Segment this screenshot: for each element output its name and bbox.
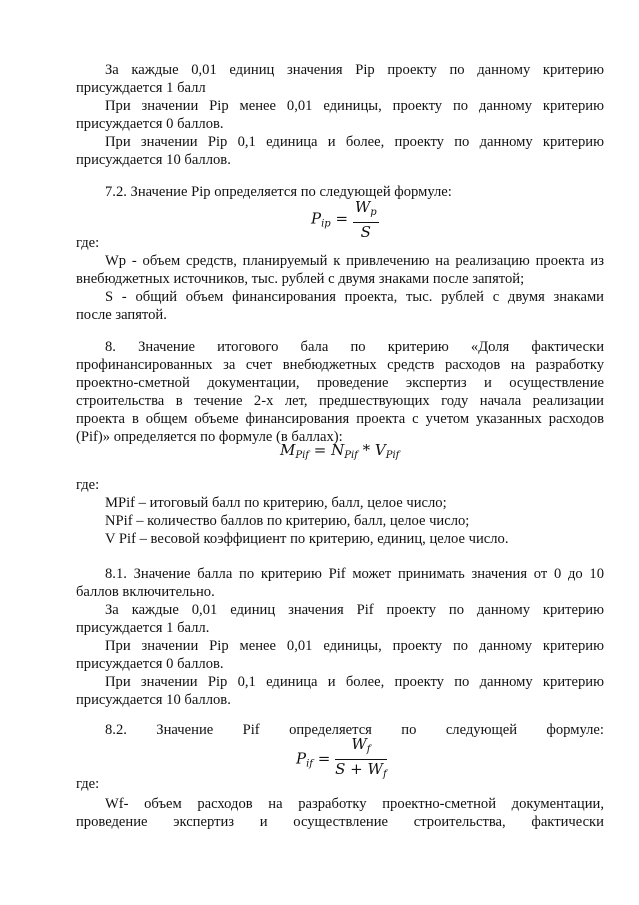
text-line: где: [76,235,100,251]
word: определяется [289,722,372,738]
word: проведение [76,814,148,830]
text-line: присуждается 0 баллов. [76,656,224,672]
text-line: Wf- объем расходов на разработку проектно-сметной документации, [105,796,604,812]
definition-list-pif [76,494,604,548]
definition-mpif: MPif – итоговый балл по критерию, балл, целое число; [105,495,447,511]
paragraph-pip-per-001 [76,61,604,97]
formula-symbol: S + W [335,760,383,778]
formula-subscript: if [306,758,313,770]
text-line: присуждается 10 баллов. [76,152,231,168]
formula-symbol: P [311,209,322,228]
word: фактически [531,814,604,830]
word: «Доля [470,339,510,355]
paragraph-pip-above-01 [76,133,604,169]
text-line [76,813,604,831]
word: и [259,814,268,830]
text-line: где: [76,776,100,792]
where-label [76,476,604,494]
spread-line [76,813,604,831]
definition-npif: NPif – количество баллов по критерию, балл, целое число; [105,513,470,529]
formula-mpif [280,441,399,465]
text-line: 8.1. Значение балла по критерию Pif может принимать значения от 0 до 10 [105,566,604,582]
formula-symbol: S [360,223,371,241]
word: 8.2. [105,722,127,738]
paragraph-pip-below-001 [76,97,604,133]
text-line [76,338,604,356]
formula-symbol: P [296,749,307,768]
word: бала [300,339,329,355]
text-line: где: [76,477,100,493]
text-line: проектно-сметной документации, проведение экспертиз и осуществление [76,375,604,391]
definition-s [76,288,604,324]
text-line: внебюджетных источников, тыс. рублей с двумя знаками после запятой; [76,271,525,287]
word: следующей [445,722,518,738]
where-label [76,775,604,793]
word: Pif [242,722,260,738]
text-line: За каждые 0,01 единиц значения Pif проекту по данному критерию [105,602,604,618]
word: 8. [105,339,116,355]
text-line: При значении Pip менее 0,01 единицы, проекту по данному критерию [105,638,604,654]
text-line: присуждается 0 баллов. [76,116,224,132]
paragraph-pip-above-01-b [76,673,604,709]
text-line: после запятой. [76,307,167,323]
formula-subscript: Pif [385,450,400,461]
word: фактически [531,339,604,355]
spread-line [105,338,604,356]
section-8-paragraph [76,338,604,446]
formula-subscript: f [366,744,371,755]
formula-operator: = [335,209,349,228]
text-line: При значении Pip 0,1 единица и более, проекту по данному критерию [105,134,604,150]
word: строительства, [413,814,506,830]
section-8-1-paragraph [76,565,604,601]
word: по [350,339,366,355]
formula-symbol: M [280,441,296,459]
word: по [401,722,417,738]
formula-symbol: = N [309,441,345,459]
word: критерию [387,339,449,355]
word: экспертиз [173,814,235,830]
text-line: профинансированных за счет внебюджетных средств расходов на разработку [76,357,604,373]
definition-wp [76,252,604,288]
formula-symbol: W [354,198,371,216]
formula-subscript: p [370,207,377,218]
text-line: Wp - объем средств, планируемый к привлечению на реализацию проекта из [105,253,604,269]
text-line: (Pif)» определяется по формуле (в баллах): [76,429,343,445]
formula-subscript: f [382,769,387,780]
text-line: проекта в общем объеме финансирования проекта с учетом указанных расходов [76,411,604,427]
paragraph-pif-per-001 [76,601,604,637]
formula-operator: = [317,749,331,768]
formula-subscript: Pif [295,450,309,461]
text-line: 7.2. Значение Pip определяется по следующей формуле: [105,184,452,200]
text-line: S - общий объем финансирования проекта, тыс. рублей с двумя знаками [105,289,604,305]
formula-subscript: Pif [344,450,358,461]
text-line: При значении Pip менее 0,01 единицы, проекту по данному критерию [105,98,604,114]
paragraph-pip-below-001-b [76,637,604,673]
text-line: За каждые 0,01 единиц значения Pip проекту по данному критерию [105,62,604,78]
text-line: присуждается 1 балл. [76,620,210,636]
text-line: баллов включительно. [76,584,215,600]
word: Значение [156,722,214,738]
word: Значение [138,339,196,355]
definition-vpif: V Pif – весовой коэффициент по критерию, единиц, целое число. [105,531,509,547]
word: осуществление [293,814,389,830]
text-line: присуждается 1 балл [76,80,206,96]
text-line: При значении Pip 0,1 единица и более, проекту по данному критерию [105,674,604,690]
formula-subscript: ip [321,218,331,230]
word: итогового [217,339,279,355]
word: формуле: [546,722,604,738]
text-line: присуждается 10 баллов. [76,692,231,708]
formula-symbol: W [351,735,367,753]
definition-wf [76,795,604,831]
formula-symbol: * V [357,441,386,459]
where-label [76,234,604,252]
text-line: строительства в течение 2-х лет, предшествующих году начала реализации [76,393,604,409]
